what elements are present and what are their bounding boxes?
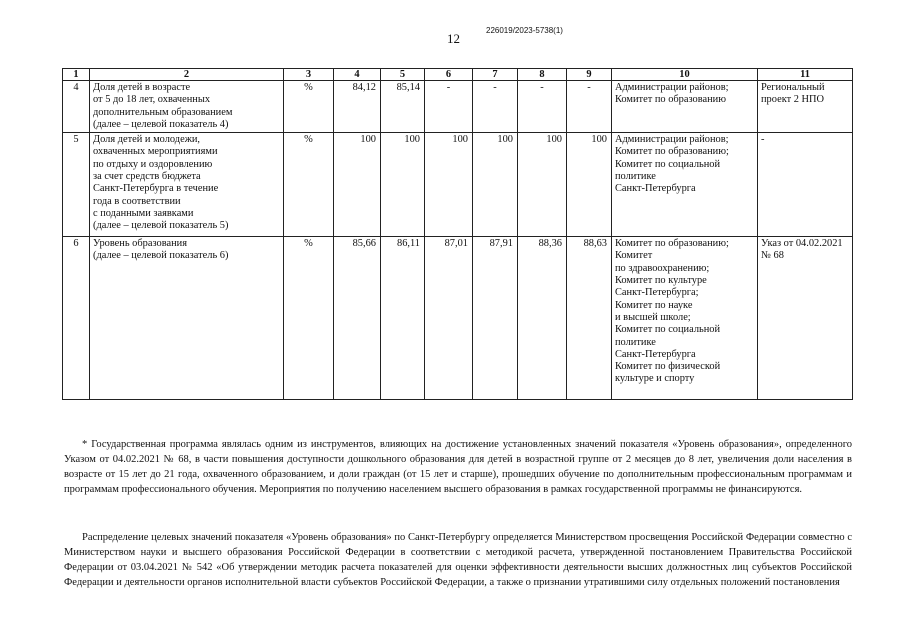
text-line: Санкт-Петербурга в течение [93, 183, 219, 195]
indicator-name [90, 81, 284, 133]
text-line: Комитет по физической [615, 361, 721, 373]
value-cell: - [518, 81, 567, 133]
row-number: 4 [63, 81, 90, 133]
value-cell: 85,66 [334, 237, 381, 400]
text-line: Комитет по образованию; [615, 146, 729, 158]
table-row [63, 237, 853, 400]
text-line: Комитет по науке [615, 299, 693, 311]
text-line: охваченных мероприятиями [93, 146, 218, 158]
value-cell: - [473, 81, 518, 133]
col-header: 4 [334, 69, 381, 81]
value-cell: 100 [334, 133, 381, 237]
table-row [63, 133, 853, 237]
text-line: проект 2 НПО [761, 94, 825, 106]
text-line: Санкт-Петербурга; [615, 287, 699, 299]
note-cell [758, 133, 853, 237]
col-header: 10 [612, 69, 758, 81]
value-cell: 85,14 [381, 81, 425, 133]
text-line: Указ от 04.02.2021 [761, 238, 843, 250]
value-cell: 100 [473, 133, 518, 237]
col-header: 7 [473, 69, 518, 81]
text-line: Доля детей и молодежи, [93, 134, 201, 146]
text-line: Комитет по социальной [615, 324, 721, 336]
text-line: Доля детей в возрасте [93, 82, 191, 93]
text-line: (далее – целевой показатель 5) [93, 220, 229, 232]
value-cell: 84,12 [334, 81, 381, 133]
col-header: 6 [425, 69, 473, 81]
text-line: года в соответствии [93, 195, 181, 207]
text-line: Комитет по социальной [615, 158, 721, 170]
text-line: (далее – целевой показатель 6) [93, 250, 229, 262]
page-number: 12 [447, 31, 460, 46]
col-header: 5 [381, 69, 425, 81]
col-header: 11 [758, 69, 853, 81]
col-header: 9 [567, 69, 612, 81]
footnote-paragraph: * Государственная программа являлась одним из инструментов, влияющих на достижение установленных значений показателя «Уровень образования», определенного Указом от 04.02.2021 № 68, в части повышения доступности дошкольного образования для детей в возрастной группе от 2 месяцев до 8 лет, увеличения доли населения в возрасте от 15 лет до 21 года, охваченного образованием, и доли граждан (от 15 лет и старше), прошедших обучение по дополнительным профессиональным программам и программам профессионального обучения. Мероприятия по получению населением высшего образования в рамках государственной программы не финансируются. [64, 438, 852, 496]
col-header: 3 [284, 69, 334, 81]
text-line: (далее – целевой показатель 4) [93, 118, 229, 130]
text-line: № 68 [761, 250, 784, 262]
col-header: 1 [63, 69, 90, 81]
unit: % [284, 133, 334, 237]
executors [612, 133, 758, 237]
text-line: Санкт-Петербурга [615, 183, 696, 195]
col-header: 8 [518, 69, 567, 81]
text-line: Комитет по образованию [615, 94, 726, 106]
text-line: Комитет [615, 250, 653, 262]
text-line: политике [615, 336, 656, 348]
unit: % [284, 81, 334, 133]
col-header: 2 [90, 69, 284, 81]
text-line: с поданными заявками [93, 207, 194, 219]
value-cell: 100 [518, 133, 567, 237]
executors [612, 237, 758, 400]
executors [612, 81, 758, 133]
text-line: - [761, 134, 765, 146]
text-line: дополнительным образованием [93, 106, 233, 118]
value-cell: - [425, 81, 473, 133]
text-line: Администрации районов; [615, 82, 729, 93]
value-cell: 88,63 [567, 237, 612, 400]
value-cell: 87,01 [425, 237, 473, 400]
text-line: Комитет по культуре [615, 275, 707, 287]
text-line: политике [615, 171, 656, 183]
text-line: Региональный [761, 82, 825, 93]
value-cell: 86,11 [381, 237, 425, 400]
text-line: культуре и спорту [615, 373, 695, 385]
note-cell [758, 237, 853, 400]
text-line: Уровень образования [93, 238, 187, 250]
value-cell: 87,91 [473, 237, 518, 400]
value-cell: - [567, 81, 612, 133]
value-cell: 100 [381, 133, 425, 237]
table-row [63, 81, 853, 133]
value-cell: 100 [567, 133, 612, 237]
body-paragraph: Распределение целевых значений показателя «Уровень образования» по Санкт-Петербургу определяется Министерством просвещения Российской Федерации совместно с Министерством науки и высшего образования Российской Федерации в соответствии с методикой расчета, утвержденной постановлением Правительства Российской Федерации от 03.04.2021 № 542 «Об утверждении методик расчета показателей для оценки эффективности деятельности высших должностных лиц субъектов Российской Федерации и деятельности органов исполнительной власти субъектов Российской Федерации, а также о признании утратившими силу отдельных положений постановления [64, 531, 852, 589]
indicator-name [90, 133, 284, 237]
text-line: Администрации районов; [615, 134, 729, 146]
table-header-row [63, 69, 853, 81]
note-cell [758, 81, 853, 133]
text-line: по отдыху и оздоровлению [93, 158, 213, 170]
value-cell: 88,36 [518, 237, 567, 400]
text-line: от 5 до 18 лет, охваченных [93, 94, 211, 106]
text-line: за счет средств бюджета [93, 171, 201, 183]
document-id: 226019/2023-5738(1) [486, 26, 563, 35]
text-line: и высшей школе; [615, 311, 691, 323]
row-number: 6 [63, 237, 90, 400]
text-line: Комитет по образованию; [615, 238, 729, 250]
value-cell: 100 [425, 133, 473, 237]
unit: % [284, 237, 334, 400]
indicators-table [62, 68, 853, 400]
indicator-name [90, 237, 284, 400]
row-number: 5 [63, 133, 90, 237]
text-line: Санкт-Петербурга [615, 348, 696, 360]
text-line: по здравоохранению; [615, 262, 710, 274]
